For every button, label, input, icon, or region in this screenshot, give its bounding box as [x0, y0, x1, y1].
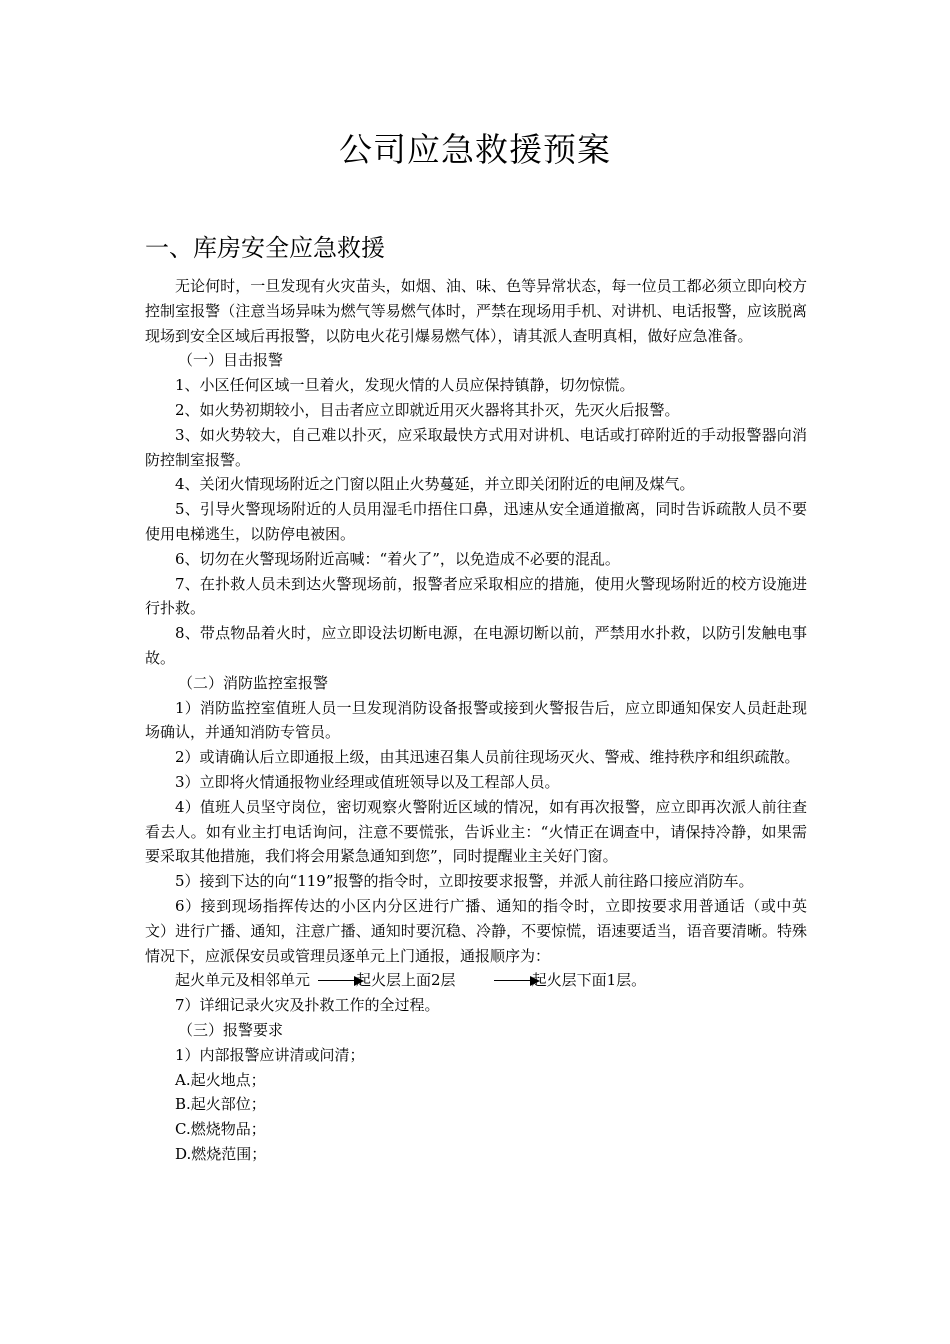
list-item: 5、引导火警现场附近的人员用湿毛巾捂住口鼻，迅速从安全通道撤离，同时告诉疏散人员不要使用电梯逃生，以防停电被困。 — [145, 500, 807, 543]
list-item: 1、小区任何区域一旦着火，发现火情的人员应保持镇静，切勿惊慌。 — [175, 376, 635, 395]
list-item: 4）值班人员坚守岗位，密切观察火警附近区域的情况，如有再次报警，应立即再次派人前往查看去人。如有业主打电话询问，注意不要慌张，告诉业主：“火情正在调查中，请保持冷静，如果需要采取其他措施，我们将会用紧急通知到您”，同时提醒业主关好门窗。 — [145, 797, 807, 866]
list-item: 3、如火势较大，自己难以扑灭，应采取最快方式用对讲机、电话或打碎附近的手动报警器向消防控制室报警。 — [145, 425, 807, 469]
flow-step: 起火单元及相邻单元 — [175, 971, 311, 990]
list-item: 6、切勿在火警现场附近高喊：“着火了”，以免造成不必要的混乱。 — [175, 549, 620, 568]
list-item: 3）立即将火情通报物业经理或值班领导以及工程部人员。 — [175, 772, 560, 791]
page-title: 公司应急救援预案 — [339, 130, 611, 169]
list-item: 7）详细记录火灾及扑救工作的全过程。 — [175, 996, 440, 1015]
list-item: 2、如火势初期较小，目击者应立即就近用灭火器将其扑灭，先灭火后报警。 — [175, 400, 680, 419]
list-item: 6）接到现场指挥传达的小区内分区进行广播、通知的指令时，立即按要求用普通话（或中英文）进行广播、通知，注意广播、通知时要沉稳、冷静，不要惊慌，语速要适当，语音要清晰。特殊情况下，应派保安员或管理员逐单元上门通报，通报顺序为： — [145, 896, 807, 965]
list-item: 5）接到下达的向“119”报警的指令时，立即按要求报警，并派人前往路口接应消防车。 — [175, 872, 754, 891]
list-item: 4、关闭火情现场附近之门窗以阻止火势蔓延，并立即关闭附近的电闸及煤气。 — [175, 475, 695, 494]
subsection-heading: （一）目击报警 — [178, 351, 284, 370]
list-item: 1）内部报警应讲清或问清； — [175, 1045, 365, 1064]
flow-step: 起火层下面1层。 — [531, 971, 647, 990]
list-item: 8、带点物品着火时，应立即设法切断电源，在电源切断以前，严禁用水扑救，以防引发触电事故。 — [145, 624, 807, 667]
flow-step: 起火层上面2层 — [356, 971, 456, 990]
arrow-right-icon — [494, 976, 540, 986]
list-item: 2）或请确认后立即通报上级，由其迅速召集人员前往现场灭火、警戒、维持秩序和组织疏散。 — [175, 748, 800, 767]
arrow-right-icon — [318, 976, 364, 986]
intro-paragraph: 无论何时，一旦发现有火灾苗头，如烟、油、味、色等异常状态，每一位员工都必须立即向校方控制室报警（注意当场异味为燃气等易燃气体时，严禁在现场用手机、对讲机、电话报警，应该脱离现场到安全区域后再报警，以防电火花引爆易燃气体），请其派人查明真相，做好应急准备。 — [145, 277, 807, 345]
document-body — [145, 274, 807, 1167]
list-item: C.燃烧物品； — [175, 1120, 266, 1139]
list-item: A.起火地点； — [175, 1070, 266, 1089]
section-heading: 一、库房安全应急救援 — [145, 234, 385, 262]
subsection-heading: （三）报警要求 — [178, 1020, 284, 1039]
list-item: 1）消防监控室值班人员一旦发现消防设备报警或接到火警报告后，应立即通知保安人员赶赴现场确认，并通知消防专管员。 — [145, 698, 807, 742]
subsection-heading: （二）消防监控室报警 — [178, 673, 329, 692]
notification-order — [145, 968, 807, 993]
list-item: 7、在扑救人员未到达火警现场前，报警者应采取相应的措施，使用火警现场附近的校方设施进行扑救。 — [145, 574, 807, 618]
list-item: D.燃烧范围； — [175, 1144, 267, 1163]
list-item: B.起火部位； — [175, 1095, 266, 1114]
